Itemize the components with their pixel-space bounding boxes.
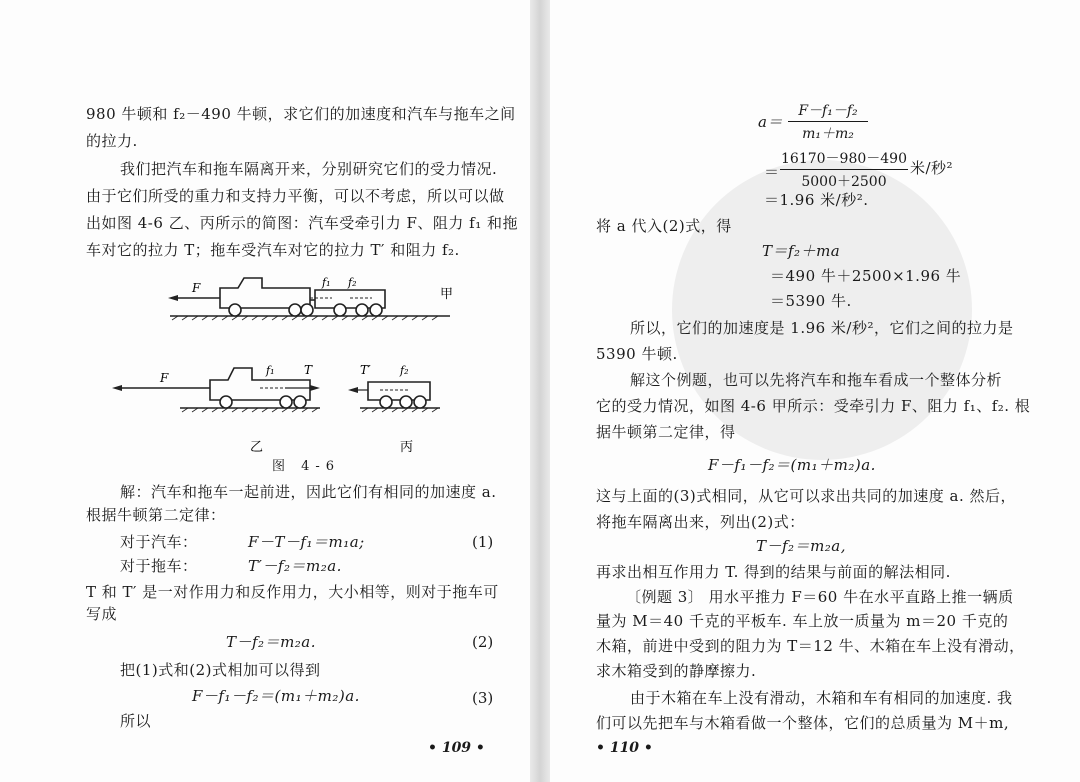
right-page: [550, 0, 1080, 782]
example-line: 量为 M＝40 千克的平板车. 车上放一质量为 m＝20 千克的: [596, 612, 1009, 630]
text-line: 再求出相互作用力 T. 得到的结果与前面的解法相同.: [596, 563, 951, 581]
text-line: 的拉力.: [86, 132, 138, 150]
example-line: 求木箱受到的静摩擦力.: [596, 662, 757, 680]
equation: F－f₁－f₂＝(m₁＋m₂)a.: [708, 456, 876, 474]
figure-4-6: [110, 268, 490, 478]
equation-2: T－f₂＝m₂a.: [226, 633, 317, 651]
solution-line: 根据牛顿第二定律：: [86, 506, 226, 524]
trailer-label: 对于拖车：: [120, 557, 198, 575]
text-line: 写成: [86, 605, 118, 623]
label-f1-top: f₁: [322, 276, 331, 289]
truck-bottom: [210, 368, 310, 400]
text-line: 解这个例题，也可以先将汽车和拖车看成一个整体分析: [630, 371, 1003, 389]
label-F-bottom: F: [160, 371, 169, 385]
wheels-bottom: [220, 396, 426, 408]
label-f1-bottom: f₁: [266, 364, 275, 377]
page-number: • 110 •: [596, 740, 653, 756]
label-bing: 丙: [400, 440, 414, 455]
equals-sign: ＝: [764, 163, 780, 181]
equation-number: (2): [472, 633, 494, 651]
text-line: 们可以先把车与木箱看做一个整体，它们的总质量为 M＋m,: [596, 714, 1010, 732]
example-line: 〔例题 3〕 用水平推力 F＝60 牛在水平直路上推一辆质: [626, 588, 1014, 606]
label-T: T: [304, 363, 313, 377]
text-line: 把(1)式和(2)式相加可以得到: [120, 661, 321, 679]
example-line: 木箱，前进中受到的阻力为 T＝12 牛、木箱在车上没有滑动，: [596, 637, 1025, 655]
label-f2-bottom: f₂: [400, 364, 409, 377]
car-label: 对于汽车：: [120, 533, 198, 551]
text-line: 这与上面的(3)式相同，从它可以求出共同的加速度 a. 然后，: [596, 487, 1016, 505]
figure-caption: 图 4-6: [272, 459, 341, 474]
equation: T－f₂＝m₂a,: [756, 537, 847, 555]
text-line: 由于它们所受的重力和支持力平衡，可以不考虑，所以可以做: [86, 187, 505, 205]
label-jia: 甲: [440, 287, 454, 302]
unit: 米/秒²: [910, 159, 954, 177]
fraction-numerator: F－f₁－f₂: [798, 103, 858, 119]
fraction-2: [780, 148, 908, 191]
text-line: T 和 T′ 是一对作用力和反作用力，大小相等，则对于拖车可: [86, 583, 499, 601]
text-line: 车对它的拉力 T；拖车受汽车对它的拉力 T′ 和阻力 f₂.: [86, 241, 460, 259]
label-f2-top: f₂: [348, 276, 357, 289]
page-number: • 109 •: [428, 740, 485, 756]
text-line: 所以，它们的加速度是 1.96 米/秒²，它们之间的拉力是: [630, 319, 1014, 337]
solution-line: 解：汽车和拖车一起前进，因此它们有相同的加速度 a.: [120, 483, 497, 501]
text-line: 据牛顿第二定律，得: [596, 423, 736, 441]
fraction-denominator: m₁＋m₂: [802, 126, 854, 142]
label-yi: 乙: [250, 440, 264, 455]
equation-3: F－f₁－f₂＝(m₁＋m₂)a.: [192, 687, 360, 705]
label-F-top: F: [192, 281, 201, 295]
text-line: 将 a 代入(2)式，得: [596, 217, 732, 235]
fraction-1: [788, 100, 868, 143]
text-line: 由于木箱在车上没有滑动，木箱和车有相同的加速度. 我: [630, 689, 1013, 707]
accel-lhs: a＝: [758, 113, 783, 131]
tension-eq: ＝490 牛＋2500×1.96 牛: [770, 267, 962, 285]
text-line: 将拖车隔离出来，列出(2)式：: [596, 513, 805, 531]
text-line: 出如图 4-6 乙、丙所示的简图：汽车受牵引力 F、阻力 f₁ 和拖: [86, 214, 518, 232]
book-gutter: [530, 0, 550, 782]
fraction-numerator: 16170－980－490: [781, 151, 907, 167]
tension-eq: ＝5390 牛.: [770, 292, 852, 310]
text-line: 它的受力情况，如图 4-6 甲所示：受牵引力 F、阻力 f₁、f₂. 根: [596, 397, 1031, 415]
equation-number: (3): [472, 689, 494, 707]
text-line: 980 牛顿和 f₂－490 牛顿，求它们的加速度和汽车与拖车之间: [86, 105, 516, 123]
accel-result: ＝1.96 米/秒².: [764, 191, 869, 209]
trailer-equation: T′－f₂＝m₂a.: [248, 557, 342, 575]
fraction-denominator: 5000＋2500: [801, 174, 887, 190]
left-page: [0, 0, 530, 782]
text-line: 5390 牛顿.: [596, 345, 678, 363]
wheels-top: [229, 304, 382, 316]
label-Tprime: T′: [360, 363, 371, 377]
equation-number: (1): [472, 533, 494, 551]
text-line: 所以: [120, 712, 152, 730]
text-line: 我们把汽车和拖车隔离开来，分别研究它们的受力情况.: [120, 160, 498, 178]
tension-eq: T＝f₂＋ma: [762, 242, 841, 260]
car-equation: F－T－f₁＝m₁a;: [248, 533, 365, 551]
